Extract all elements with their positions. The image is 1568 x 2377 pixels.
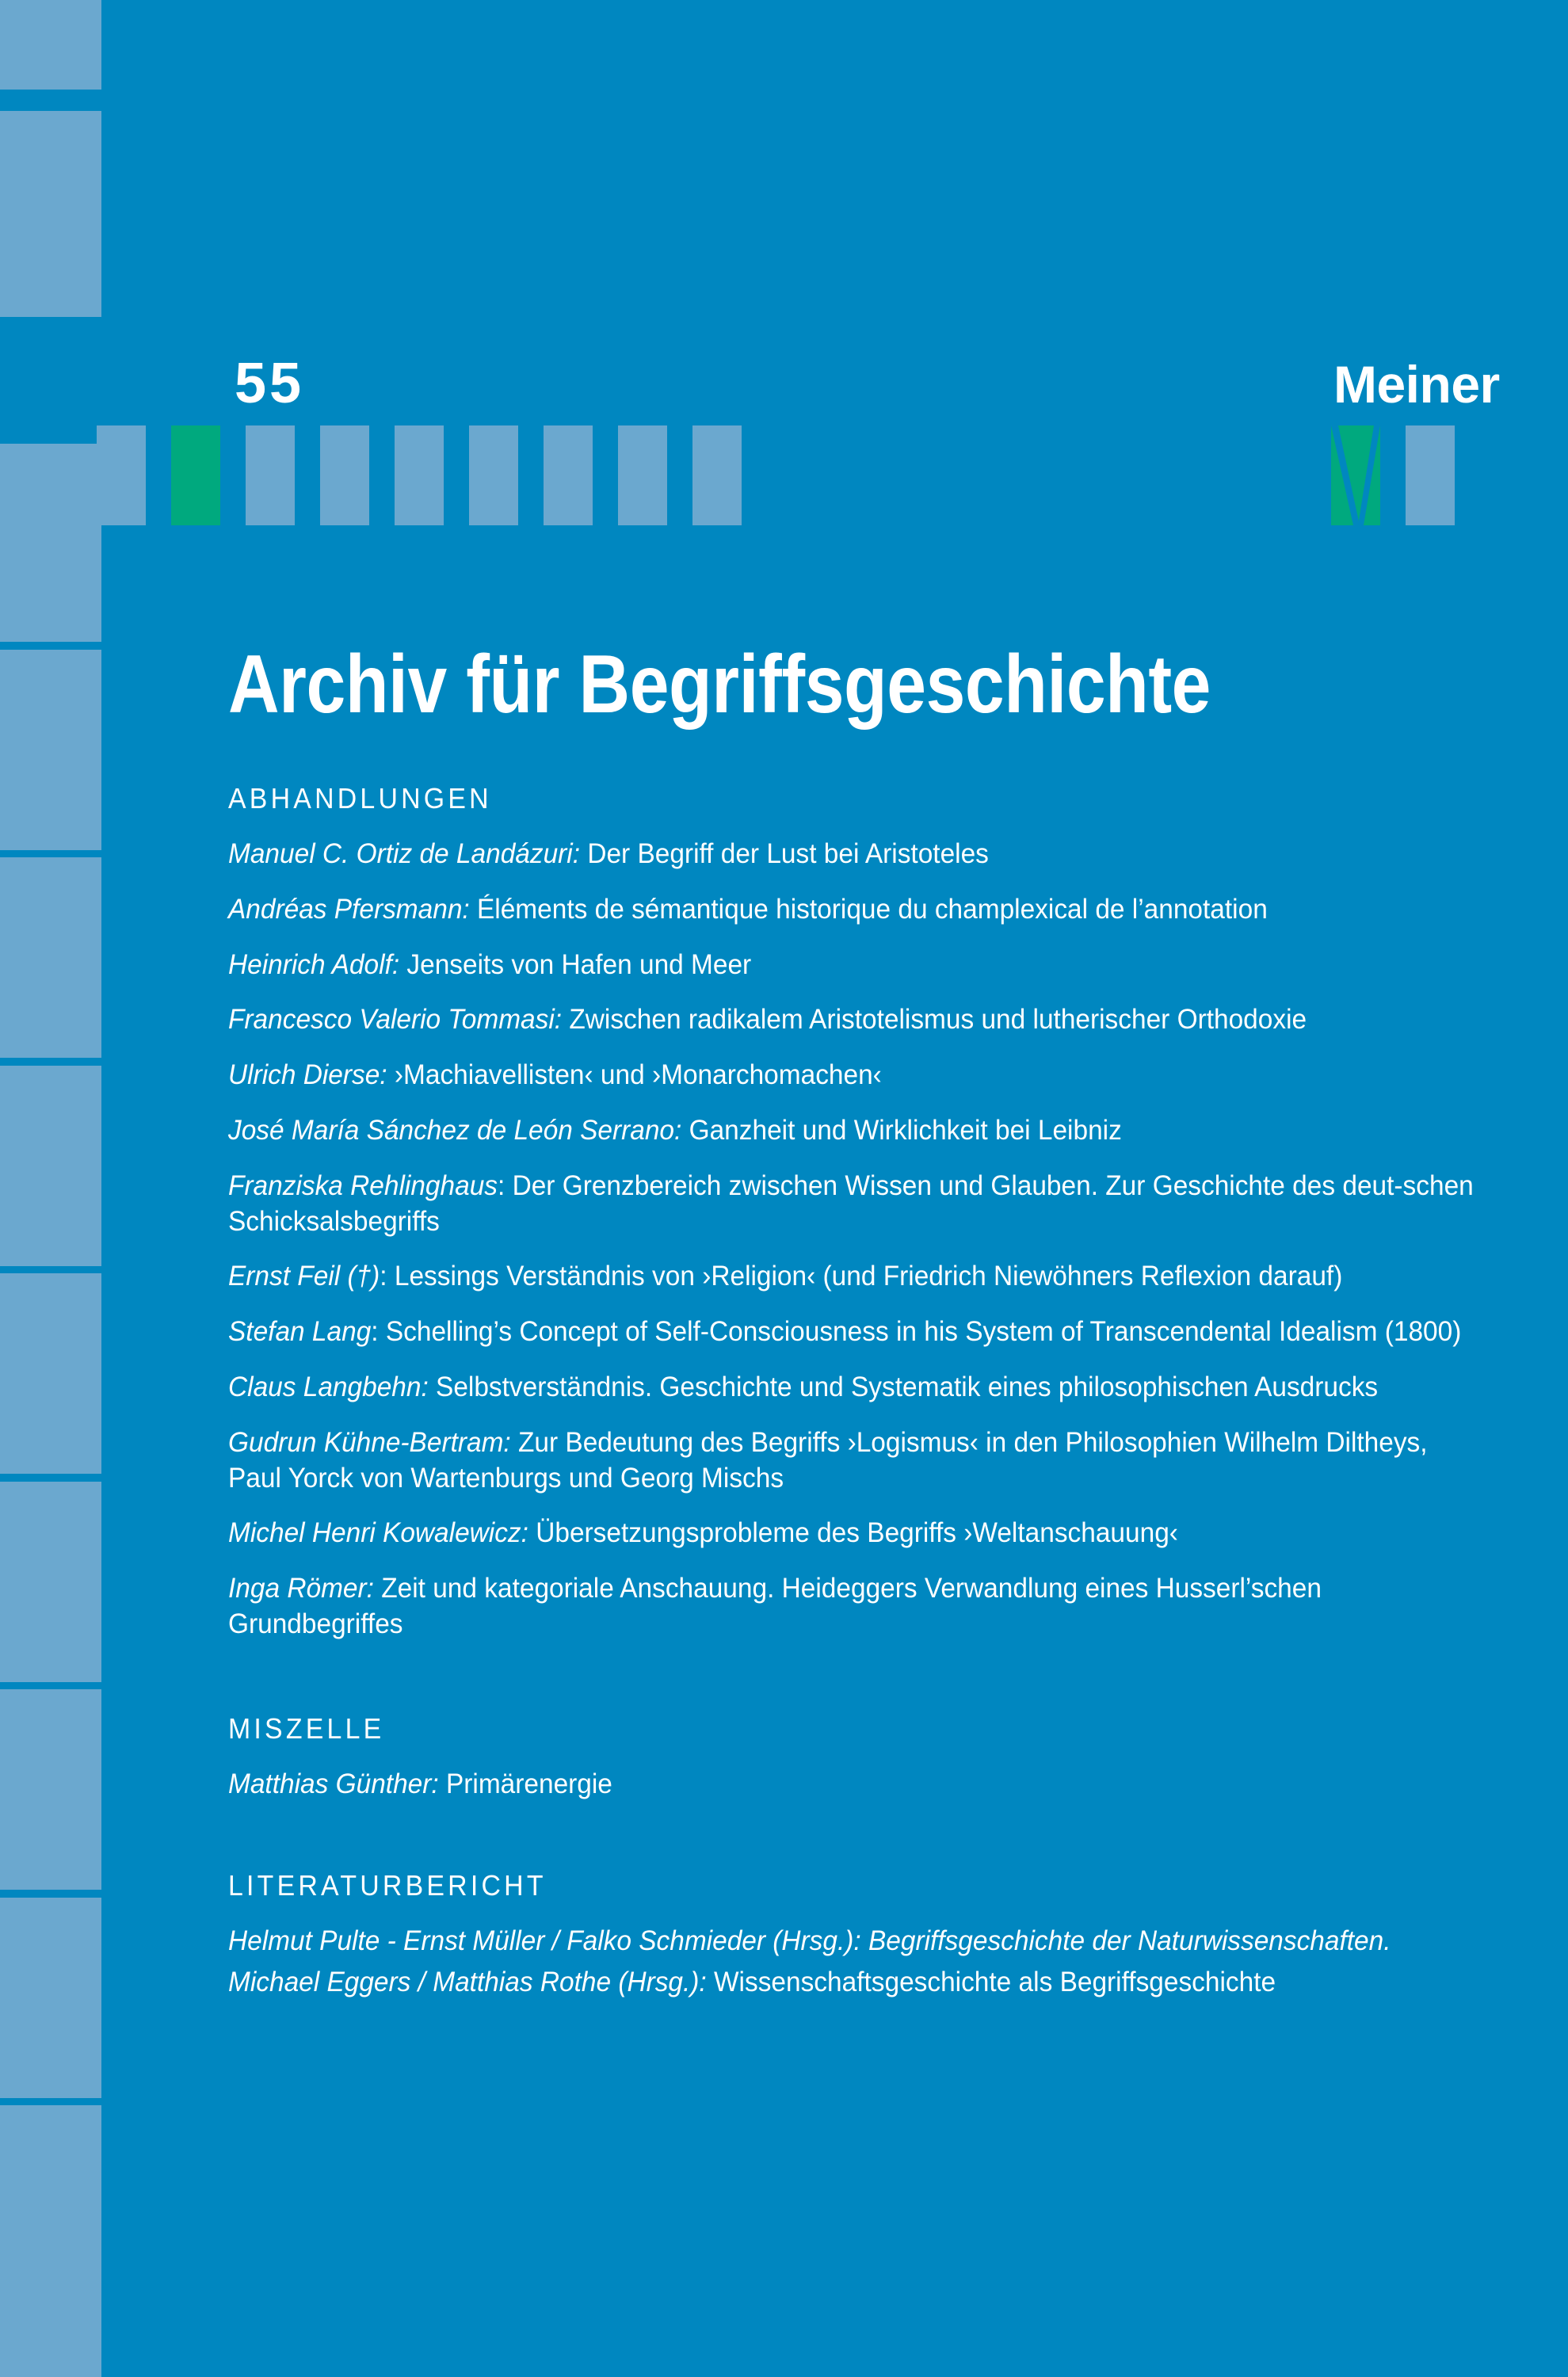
toc-entry-title: Selbstverständnis. Geschichte und Systematik eines philosophischen Ausdrucks	[428, 1371, 1379, 1402]
toc-entry-author: Michel Henri Kowalewicz:	[228, 1517, 528, 1549]
toc-entry	[228, 1002, 1484, 1038]
toc-entry-title: Der Begriff der Lust bei Aristoteles	[580, 838, 989, 869]
meiner-v-cutout-icon	[1331, 425, 1380, 525]
table-of-contents	[228, 784, 1559, 2020]
toc-entry-title: Zur Bedeutung des Begriffs ›Logismus‹ in den Philosophien Wilhelm Diltheys, Paul Yorck von Wartenburgs und Georg Mischs	[228, 1426, 1428, 1494]
toc-entry-author: Andréas Pfersmann:	[228, 893, 470, 925]
toc-entry	[228, 1516, 1484, 1551]
toc-entry-title: Übersetzungsprobleme des Begriffs ›Weltanschauung‹	[528, 1517, 1178, 1549]
accent-bar	[618, 425, 667, 525]
toc-entry-title: Éléments de sémantique historique du champlexical de l’annotation	[469, 893, 1268, 925]
publisher-wordmark: Meiner	[1333, 355, 1500, 414]
toc-section	[228, 1711, 1559, 1803]
accent-bar	[395, 425, 444, 525]
toc-section	[228, 784, 1559, 1643]
toc-entry-title: Zeit und kategoriale Anschauung. Heideggers Verwandlung eines Husserl’schen Grundbegriffes	[228, 1573, 1322, 1639]
toc-entry-author: Ulrich Dierse:	[228, 1059, 387, 1091]
strip-block	[0, 1273, 101, 1474]
toc-entry	[228, 1965, 1484, 2001]
toc-entry-author: Manuel C. Ortiz de Landázuri:	[228, 838, 581, 869]
toc-entry-title: : Der Grenzbereich zwischen Wissen und Glauben. Zur Geschichte des deut-schen Schicksalsbegriffs	[228, 1169, 1474, 1237]
accent-bar-green	[171, 425, 220, 525]
toc-entry	[228, 1924, 1484, 1959]
toc-entry-title: : Lessings Verständnis von ›Religion‹ (und Friedrich Niewöhners Reflexion darauf)	[380, 1261, 1343, 1292]
toc-entry	[228, 1314, 1484, 1350]
toc-entry	[228, 948, 1484, 983]
accent-bar	[692, 425, 742, 525]
toc-entry	[228, 1370, 1484, 1406]
strip-block	[0, 650, 101, 850]
accent-bar	[246, 425, 295, 525]
toc-section	[228, 1868, 1559, 2001]
toc-entry-title: Zwischen radikalem Aristotelismus und lutherischer Orthodoxie	[562, 1004, 1307, 1036]
toc-entry	[228, 1058, 1484, 1093]
strip-block	[0, 0, 101, 90]
toc-entry-title: Jenseits von Hafen und Meer	[399, 948, 752, 980]
toc-entry-author: Heinrich Adolf:	[228, 948, 400, 980]
toc-entry	[228, 1259, 1484, 1295]
strip-block	[0, 2105, 101, 2377]
toc-entry-author: Inga Römer:	[228, 1573, 374, 1604]
toc-entry-author: Michael Eggers / Matthias Rothe (Hrsg.):	[228, 1967, 707, 1998]
strip-block	[0, 857, 101, 1058]
toc-entry	[228, 1571, 1484, 1643]
volume-number: 55	[235, 352, 305, 415]
strip-block	[0, 1066, 101, 1266]
strip-block	[0, 1898, 101, 2098]
toc-entry	[228, 837, 1484, 872]
meiner-m-logo-icon	[1331, 425, 1380, 525]
accent-bar	[469, 425, 518, 525]
section-heading: ABHANDLUNGEN	[228, 782, 492, 815]
accent-bar	[1406, 425, 1455, 525]
toc-entry	[228, 1767, 1484, 1803]
section-spacer	[228, 1662, 1559, 1715]
toc-entry-author: José María Sánchez de León Serrano:	[228, 1114, 682, 1146]
toc-entry-author: Gudrun Kühne-Bertram:	[228, 1426, 511, 1458]
toc-entry	[228, 1169, 1484, 1240]
toc-entry-author: Stefan Lang	[228, 1316, 372, 1348]
page-title: Archiv für Begriffsgeschichte	[228, 638, 1211, 731]
toc-entry-author: Franziska Rehlinghaus	[228, 1169, 498, 1201]
toc-entry-title: ›Machiavellisten‹ und ›Monarchomachen‹	[387, 1059, 882, 1091]
bar-row-decoration	[0, 425, 1568, 525]
strip-block	[0, 1482, 101, 1682]
toc-entry	[228, 1425, 1484, 1497]
toc-entry	[228, 892, 1484, 928]
section-heading: LITERATURBERICHT	[228, 1868, 547, 1902]
toc-entry-title: : Schelling’s Concept of Self-Consciousness in his System of Transcendental Idealism (1800)	[371, 1316, 1462, 1348]
toc-entry-author: Helmut Pulte - Ernst Müller / Falko Schmieder (Hrsg.): Begriffsgeschichte der Naturwissenschaften.	[228, 1925, 1391, 1956]
toc-entry-author: Francesco Valerio Tommasi:	[228, 1004, 563, 1036]
toc-entry	[228, 1113, 1484, 1149]
toc-entry-title: Wissenschaftsgeschichte als Begriffsgeschichte	[706, 1967, 1276, 1998]
left-decorative-strip	[0, 0, 101, 2377]
accent-bar	[97, 425, 146, 525]
section-spacer	[228, 1822, 1559, 1871]
strip-block	[0, 111, 101, 317]
toc-entry-author: Ernst Feil (†)	[228, 1261, 380, 1292]
toc-entry-author: Claus Langbehn:	[228, 1371, 429, 1402]
toc-entry-title: Ganzheit und Wirklichkeit bei Leibniz	[681, 1114, 1122, 1146]
section-heading: MISZELLE	[228, 1711, 385, 1745]
accent-bar	[320, 425, 369, 525]
toc-entry-title: Primärenergie	[438, 1768, 612, 1799]
strip-block	[0, 1689, 101, 1890]
accent-bar	[544, 425, 593, 525]
toc-entry-author: Matthias Günther:	[228, 1768, 439, 1799]
